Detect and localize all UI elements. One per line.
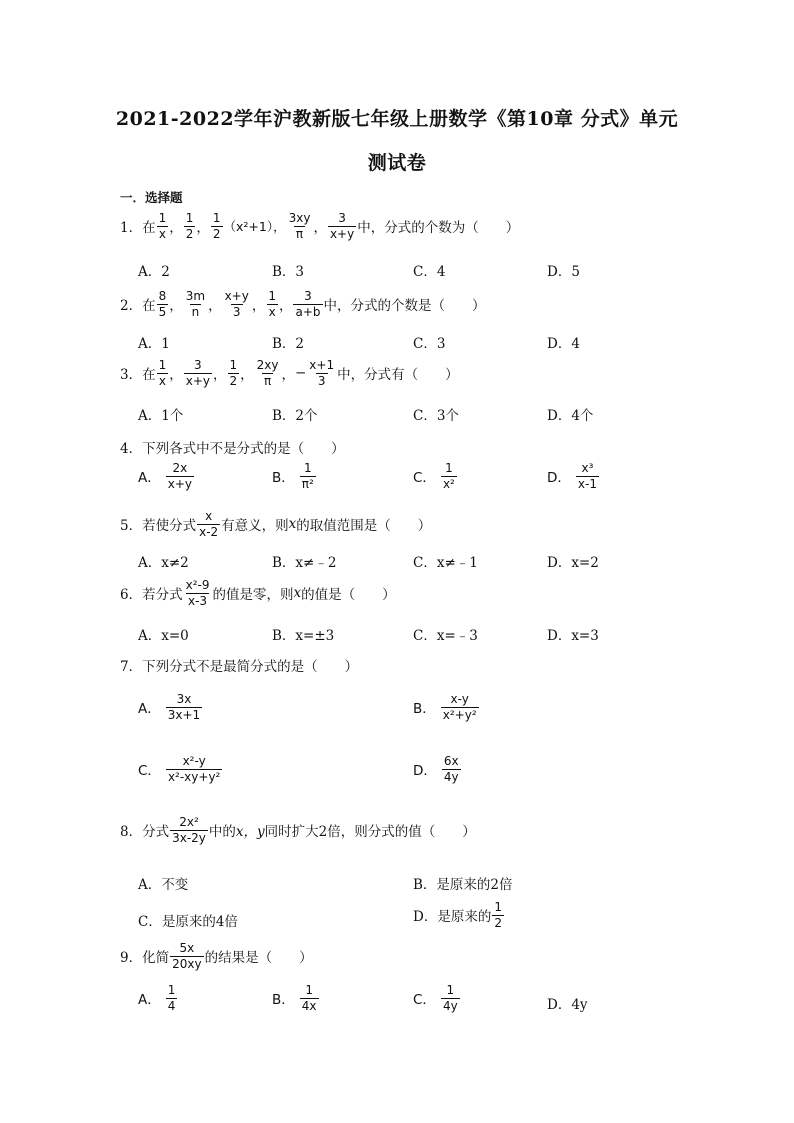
variable: x (288, 516, 297, 533)
question-text: 的值是（ ） (301, 587, 396, 604)
question-8 (120, 816, 476, 844)
fraction (157, 290, 169, 318)
question-text: 5．若使分式 (120, 518, 197, 535)
denominator: x (158, 226, 166, 241)
numerator: 1 (445, 461, 453, 475)
comma: ， (213, 367, 227, 384)
option-label: A． (138, 470, 161, 487)
question-1 (120, 212, 519, 240)
option-c[interactable]: C．是原来的4倍 (138, 914, 238, 930)
numerator: 8 (158, 289, 167, 303)
option-d[interactable] (547, 462, 600, 490)
comma: ， (278, 298, 293, 315)
numerator: x³ (581, 461, 594, 475)
title-line-1: 2021-2022学年沪教新版七年级上册数学《第10章 分式》单元 (115, 108, 679, 130)
fraction (300, 462, 316, 490)
fraction (293, 290, 322, 318)
numerator: 1 (158, 211, 167, 225)
numerator: 1 (303, 461, 312, 475)
numerator: 1 (494, 900, 502, 914)
section-heading: 一．选择题 (120, 190, 183, 205)
option-a[interactable]: A．1 (138, 336, 170, 352)
option-a[interactable] (138, 462, 195, 490)
option-a[interactable] (138, 693, 203, 721)
denominator: x+y (185, 373, 210, 388)
numerator: 3 (194, 358, 202, 372)
option-b[interactable] (272, 984, 320, 1012)
denominator: x²+y² (442, 707, 477, 722)
fraction (184, 212, 196, 240)
question-text: 中的 (208, 824, 236, 841)
fraction (576, 462, 599, 490)
denominator: x+y (167, 476, 193, 491)
numerator: x²-y (182, 754, 206, 768)
option-b[interactable] (272, 462, 317, 490)
denominator: 3 (232, 304, 241, 319)
numerator: 1 (167, 983, 176, 997)
comma: ， (196, 220, 210, 237)
option-a[interactable]: A．x≠2 (138, 555, 189, 571)
denominator: a+b (295, 304, 321, 319)
option-label: B． (413, 701, 436, 718)
denominator: 2 (494, 915, 502, 930)
fraction (184, 579, 212, 607)
question-text: 的取值范围是（ ） (296, 518, 432, 535)
option-label: D． (547, 470, 571, 487)
numerator: 1 (185, 211, 194, 225)
option-a[interactable]: A．x=0 (138, 628, 189, 644)
question-text: 9．化简 (120, 950, 170, 967)
denominator: 2 (229, 373, 238, 388)
option-b[interactable]: B．2 (272, 336, 305, 352)
question-text: 中，分式的个数是（ ） (323, 298, 486, 315)
expression-text: （x²+1）， (223, 219, 286, 235)
option-d[interactable] (413, 755, 462, 783)
numerator: 3xy (288, 211, 311, 225)
comma: ， (208, 298, 222, 315)
fraction (223, 290, 251, 318)
fraction (166, 693, 202, 721)
denominator: n (191, 304, 200, 319)
comma: ， (251, 298, 266, 315)
fraction (211, 212, 223, 240)
fraction (441, 984, 460, 1012)
denominator: 4y (443, 769, 459, 784)
denominator: x (158, 373, 166, 388)
numerator: 3 (338, 211, 346, 225)
option-d[interactable] (413, 901, 505, 929)
denominator: 3 (317, 373, 326, 388)
fraction (492, 901, 504, 929)
fraction (441, 462, 457, 490)
numerator: 1 (212, 211, 221, 225)
q3-pre: 在 (142, 367, 156, 384)
denominator: π (295, 226, 304, 241)
option-label: A． (138, 701, 161, 718)
question-text: 中，分式的个数为（ ） (357, 220, 520, 237)
option-b[interactable]: B．是原来的2倍 (413, 877, 513, 893)
option-c[interactable] (413, 462, 458, 490)
question-text: 的值是零，则 (212, 587, 294, 604)
question-3 (120, 359, 459, 387)
denominator: x (268, 304, 276, 319)
option-c[interactable] (138, 755, 223, 783)
question-7: 7．下列分式不是最简分式的是（ ） (120, 659, 359, 675)
comma: ， (313, 220, 327, 237)
fraction (255, 359, 281, 387)
numerator: x+y (224, 289, 249, 303)
question-text: 8．分式 (120, 824, 170, 841)
fraction (157, 212, 169, 240)
option-a[interactable]: A．2 (138, 264, 170, 280)
option-d[interactable]: D．x=3 (547, 628, 599, 644)
fraction (197, 510, 220, 538)
numerator: 2x (172, 461, 188, 475)
denominator: 3x-2y (172, 830, 206, 845)
q2-pre: 在 (142, 298, 156, 315)
option-label: B． (272, 992, 295, 1009)
denominator: 4x (301, 998, 317, 1013)
option-d[interactable]: D．4y (547, 997, 588, 1013)
question-number: 3． (120, 367, 143, 384)
comma: ， (281, 367, 295, 384)
option-c[interactable] (413, 984, 461, 1012)
option-b[interactable]: B．x=±3 (272, 628, 335, 644)
numerator: x+1 (309, 358, 335, 372)
numerator: x (205, 509, 213, 523)
numerator: 1 (268, 289, 276, 303)
option-b[interactable]: B．x≠﹣2 (272, 555, 337, 571)
question-9 (120, 942, 313, 970)
option-b[interactable]: B．2个 (272, 408, 318, 424)
numerator: 1 (446, 983, 455, 997)
numerator: 3m (185, 289, 206, 303)
fraction (184, 359, 212, 387)
fraction (307, 359, 336, 387)
question-4: 4．下列各式中不是分式的是（ ） (120, 441, 345, 457)
numerator: 5x (179, 941, 195, 955)
question-number: 2． (120, 298, 143, 315)
denominator: 4y (442, 998, 458, 1013)
option-d[interactable]: D．5 (547, 264, 580, 280)
option-label: B． (272, 470, 295, 487)
question-number: 1． (120, 220, 143, 237)
option-c[interactable]: C．4 (413, 264, 446, 280)
option-a[interactable]: A．不变 (138, 877, 189, 893)
numerator: x²-9 (185, 578, 210, 592)
option-b[interactable]: B．3 (272, 264, 305, 280)
denominator: 5 (158, 304, 167, 319)
numerator: x-y (450, 692, 469, 706)
denominator: 4 (167, 998, 176, 1013)
option-a[interactable]: A．1个 (138, 408, 184, 424)
denominator: x-1 (577, 476, 597, 491)
numerator: 1 (158, 358, 167, 372)
option-b[interactable] (413, 693, 480, 721)
title-line-2: 测试卷 (367, 152, 427, 174)
comma: ， (240, 367, 254, 384)
option-d[interactable]: D．4个 (547, 408, 594, 424)
denominator: 20xy (172, 956, 202, 971)
option-c[interactable]: C．3 (413, 336, 446, 352)
minus-sign: − (294, 365, 307, 382)
denominator: 2 (212, 226, 221, 241)
fraction (170, 816, 208, 844)
denominator: x²-xy+y² (167, 769, 221, 784)
numerator: 1 (229, 358, 238, 372)
denominator: x+y (329, 226, 355, 241)
comma: ， (169, 367, 183, 384)
question-6 (120, 579, 396, 607)
numerator: 1 (305, 983, 313, 997)
option-c[interactable]: C．3个 (413, 408, 459, 424)
fraction (287, 212, 313, 240)
fraction (228, 359, 240, 387)
denominator: x-2 (199, 524, 219, 539)
denominator: π (263, 373, 272, 388)
option-a[interactable] (138, 984, 178, 1012)
fraction (166, 462, 194, 490)
comma: ， (169, 298, 183, 315)
fraction (442, 755, 461, 783)
option-label: D． (413, 763, 437, 780)
fraction (166, 984, 178, 1012)
numerator: 6x (443, 754, 459, 768)
option-c[interactable]: C．x=﹣3 (413, 628, 478, 644)
option-label: C． (413, 992, 436, 1009)
option-label: D．是原来的 (413, 909, 492, 926)
fraction (328, 212, 356, 240)
numerator: 3 (304, 289, 312, 303)
denominator: 2 (185, 226, 194, 241)
question-2 (120, 290, 486, 318)
question-text: 有意义，则 (221, 518, 289, 535)
option-label: C． (413, 470, 436, 487)
fraction (157, 359, 169, 387)
q1-pre: 在 (142, 220, 156, 237)
denominator: x² (442, 476, 455, 491)
fraction (300, 984, 319, 1012)
option-d[interactable]: D．x=2 (547, 555, 599, 571)
variable: x (293, 585, 302, 602)
option-c[interactable]: C．x≠﹣1 (413, 555, 478, 571)
denominator: π² (301, 476, 314, 491)
numerator: 3x (176, 692, 192, 706)
comma: ， (169, 220, 183, 237)
denominator: 3x+1 (167, 707, 201, 722)
question-text: 的结果是（ ） (204, 950, 313, 967)
numerator: 2xy (256, 358, 279, 372)
option-d[interactable]: D．4 (547, 336, 580, 352)
fraction (170, 942, 203, 970)
option-label: C． (138, 763, 161, 780)
fraction (441, 693, 479, 721)
option-label: A． (138, 992, 161, 1009)
question-text: 中，分式有（ ） (337, 367, 459, 384)
numerator: 2x² (179, 815, 199, 829)
question-5 (120, 510, 431, 538)
variable: x，y (235, 824, 265, 841)
fraction (166, 755, 222, 783)
fraction (266, 290, 278, 318)
fraction (184, 290, 207, 318)
question-text: 同时扩大2倍，则分式的值（ ） (264, 824, 476, 841)
denominator: x-3 (188, 593, 208, 608)
question-text: 6．若分式 (120, 587, 183, 604)
